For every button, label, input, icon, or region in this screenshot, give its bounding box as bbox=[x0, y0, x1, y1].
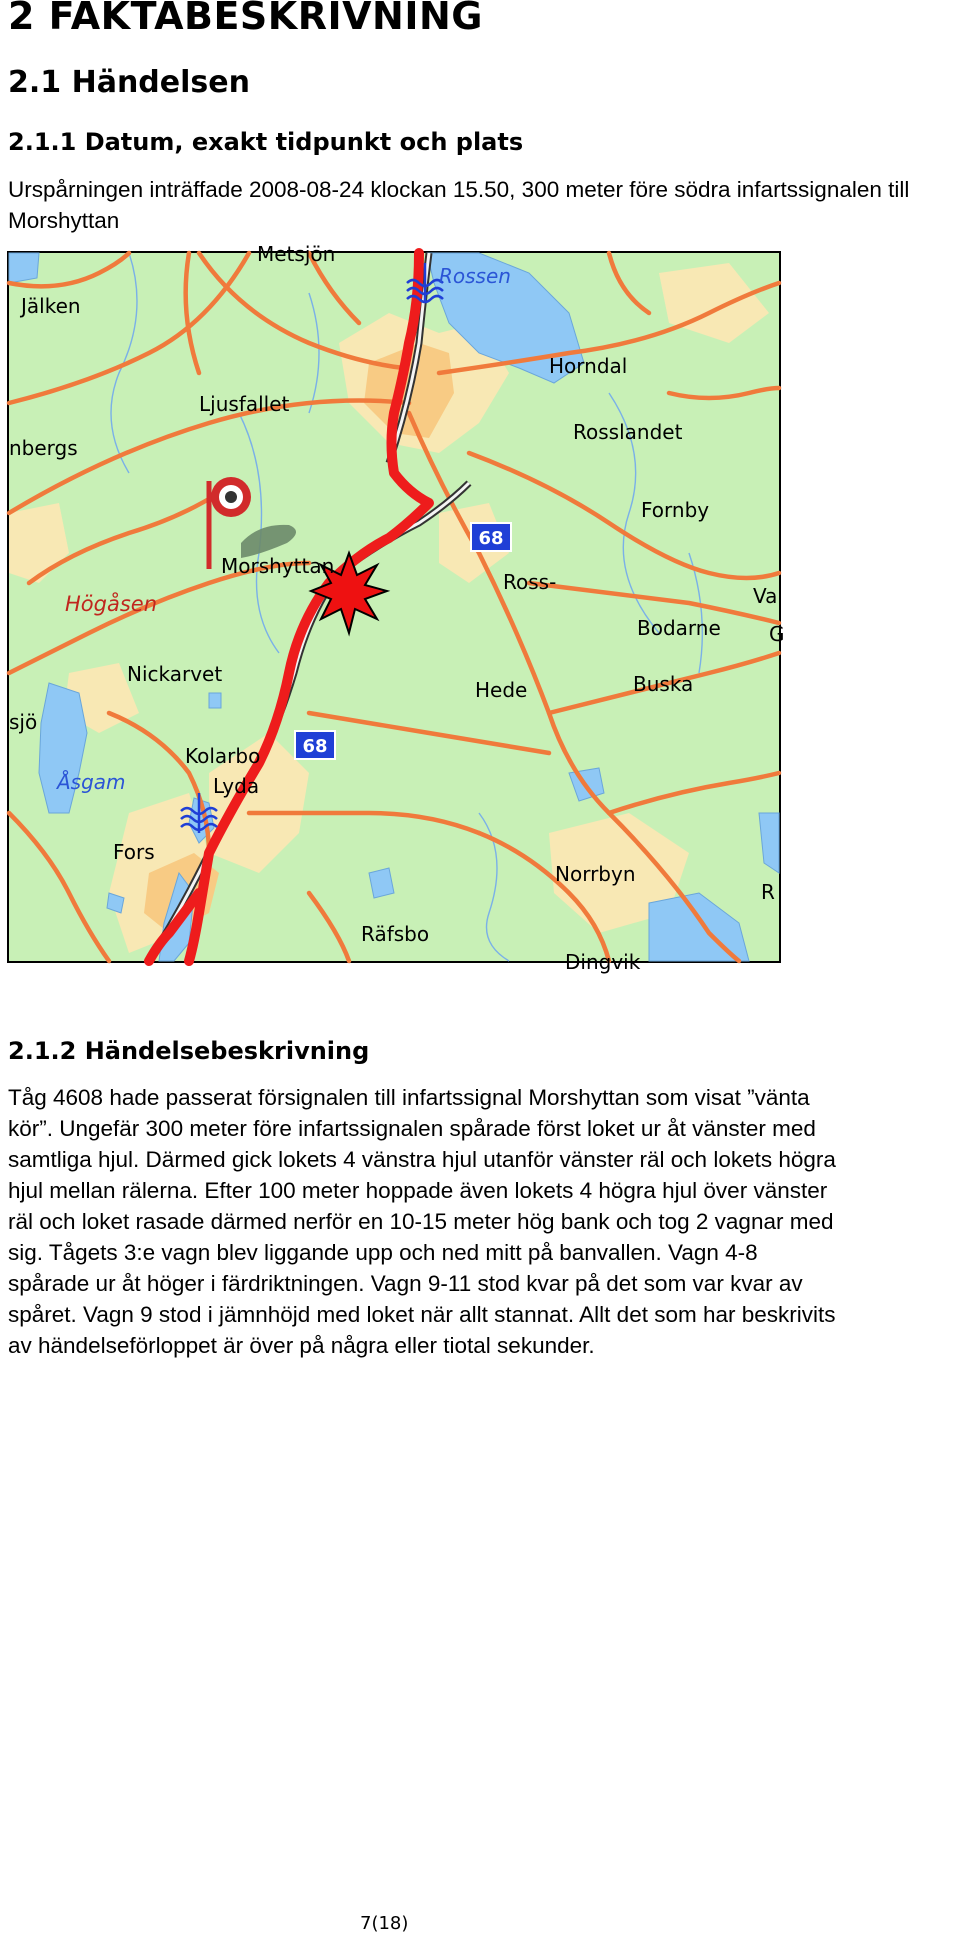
paragraph-line: kör”. Ungefär 300 meter före infartssignalen spårade först loket ur åt vänster med bbox=[8, 1116, 816, 1141]
subsection-heading-event-description: 2.1.2 Händelsebeskrivning bbox=[8, 1037, 370, 1065]
map-label-norrbyn: Norrbyn bbox=[555, 862, 636, 886]
section-heading: 2.1 Händelsen bbox=[8, 65, 250, 100]
map-label-g: G bbox=[769, 622, 785, 646]
paragraph-line: sig. Tågets 3:e vagn blev liggande upp och ned mitt på banvallen. Vagn 4-8 bbox=[8, 1240, 758, 1265]
map-label-morshyttan: Morshyttan bbox=[221, 554, 335, 578]
map-label-ross: Ross- bbox=[503, 570, 557, 594]
map-label-bodarne: Bodarne bbox=[637, 616, 721, 640]
map-label-ljusfallet: Ljusfallet bbox=[199, 392, 290, 416]
map-label-r: R bbox=[761, 880, 775, 904]
map-label-va: Va bbox=[753, 584, 778, 608]
map-label-asgam: Åsgam bbox=[57, 770, 126, 794]
map-label-dingvik: Dingvik bbox=[565, 950, 641, 974]
map-label-horndal: Horndal bbox=[549, 354, 628, 378]
map-label-kolarbo: Kolarbo bbox=[185, 744, 261, 768]
road-shield-68-south bbox=[295, 731, 335, 759]
paragraph-line: spåret. Vagn 9 stod i jämnhöjd med loket när allt stannat. Allt det som har beskrivits bbox=[8, 1302, 836, 1327]
paragraph-line: räl och loket rasade därmed nerför en 10-15 meter hög bank och tog 2 vagnar med bbox=[8, 1209, 834, 1234]
paragraph-line: samtliga hjul. Därmed gick lokets 4 vänstra hjul utanför vänster räl och lokets högra bbox=[8, 1147, 836, 1172]
map-label-hogasen: Högåsen bbox=[65, 592, 158, 616]
event-description-paragraph bbox=[8, 1082, 958, 1361]
map-label-hede: Hede bbox=[475, 678, 528, 702]
svg-text:68: 68 bbox=[478, 528, 504, 549]
paragraph-line: Tåg 4608 hade passerat försignalen till infartssignal Morshyttan som visat ”vänta bbox=[8, 1085, 810, 1110]
map-label-rosslandet: Rosslandet bbox=[573, 420, 683, 444]
map-label-buska: Buska bbox=[633, 672, 694, 696]
svg-text:68: 68 bbox=[302, 736, 328, 757]
subsection-heading-date-place: 2.1.1 Datum, exakt tidpunkt och plats bbox=[8, 128, 524, 156]
road-shield-68-north bbox=[471, 523, 511, 551]
map-label-nbergs: nbergs bbox=[9, 436, 78, 460]
map-label-sjo: sjö bbox=[9, 710, 38, 734]
map-label-metsjon: Metsjön bbox=[257, 242, 336, 266]
map-label-rossen: Rossen bbox=[439, 264, 511, 288]
map-label-jalken: Jälken bbox=[21, 294, 81, 318]
paragraph-line: spårade ur åt höger i färdriktningen. Vagn 9-11 stod kvar på det som var kvar av bbox=[8, 1271, 803, 1296]
map-label-rafsbo: Räfsbo bbox=[361, 922, 430, 946]
location-map bbox=[7, 242, 785, 974]
paragraph-line: hjul mellan rälerna. Efter 100 meter hoppade även lokets 4 högra hjul över vänster bbox=[8, 1178, 828, 1203]
paragraph-line: av händelseförloppet är över på några eller tiotal sekunder. bbox=[8, 1333, 595, 1358]
map-label-nickarvet: Nickarvet bbox=[127, 662, 223, 686]
map-label-fornby: Fornby bbox=[641, 498, 710, 522]
map-label-lyda: Lyda bbox=[213, 774, 260, 798]
map-label-fors: Fors bbox=[113, 840, 155, 864]
chapter-heading: 2 FAKTABESKRIVNING bbox=[8, 0, 483, 38]
page-number: 7(18) bbox=[360, 1913, 409, 1934]
date-place-paragraph: Urspårningen inträffade 2008-08-24 klockan 15.50, 300 meter före södra infartssignalen till Morshyttan bbox=[8, 177, 910, 233]
